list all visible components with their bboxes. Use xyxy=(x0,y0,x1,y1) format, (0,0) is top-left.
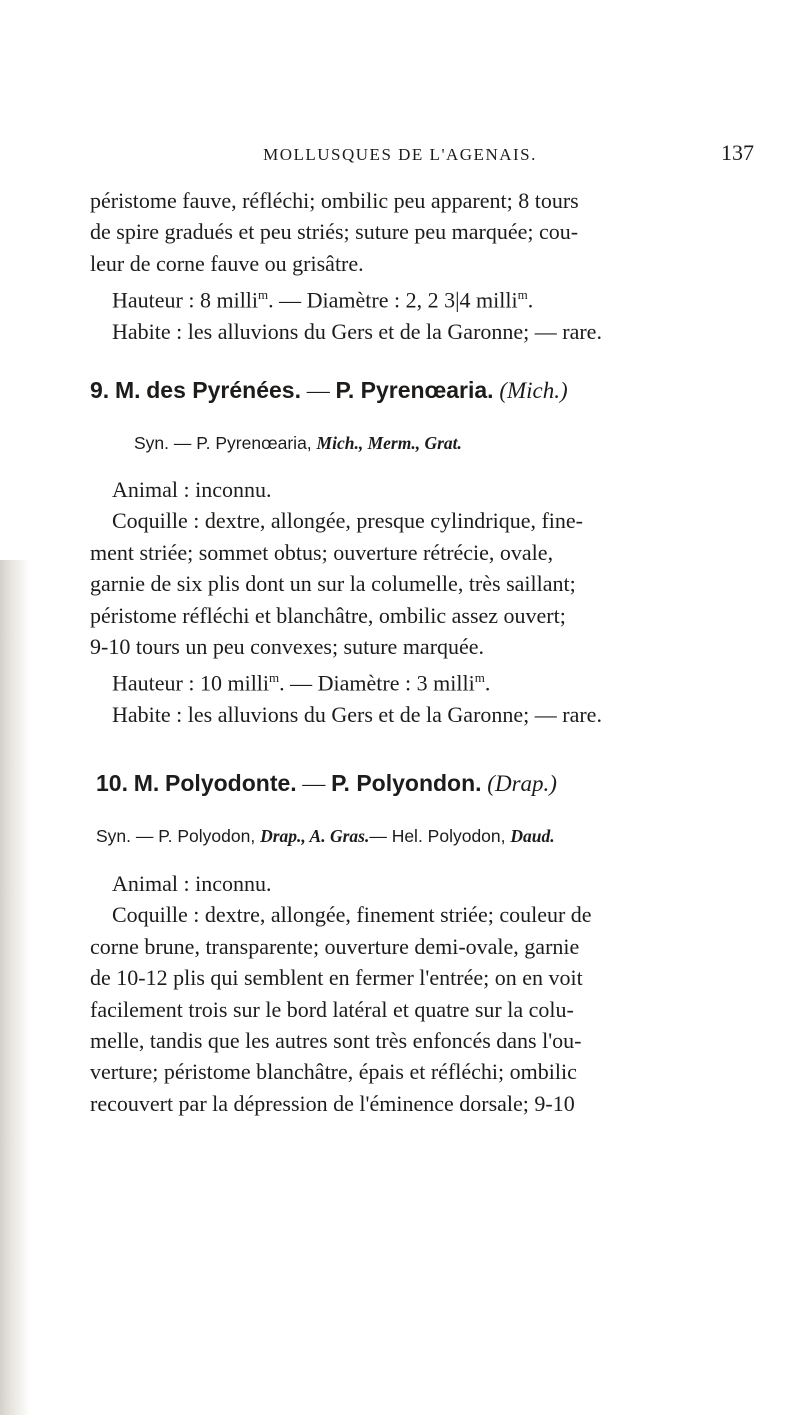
species-heading-9: 9. M. des Pyrénées. — P. Pyrenœaria. (Mich.) xyxy=(90,377,568,403)
animal-line: Animal : inconnu. xyxy=(112,477,272,502)
text-line: péristome réfléchi et blanchâtre, ombilic assez ouvert; xyxy=(90,602,566,628)
running-head xyxy=(0,140,800,170)
page-number: 137 xyxy=(721,140,754,165)
synonymy-9: Syn. — P. Pyrenœaria, Mich., Merm., Grat. xyxy=(134,433,462,453)
continuation-block xyxy=(90,185,770,347)
species-10-description xyxy=(90,868,770,1119)
text-line: ment striée; sommet obtus; ouverture rétrécie, ovale, xyxy=(90,539,554,565)
text-line: de spire gradués et peu striés; suture peu marquée; cou- xyxy=(90,219,579,245)
text-line: recouvert par la dépression de l'éminence dorsale; 9-10 xyxy=(90,1090,575,1116)
text-line: leur de corne fauve ou grisâtre. xyxy=(90,250,364,276)
binding-shadow xyxy=(0,560,30,1415)
species-heading-10: 10. M. Polyodonte. — P. Polyondon. (Drap.) xyxy=(96,770,557,796)
text-line: melle, tandis que les autres sont très enfoncés dans l'ou- xyxy=(90,1028,582,1054)
species-9-description xyxy=(90,474,770,731)
text-line: Coquille : dextre, allongée, presque cylindrique, fine- xyxy=(112,508,584,534)
text-line: verture; péristome blanchâtre, épais et réfléchi; ombilic xyxy=(90,1059,577,1085)
habitat-line: Habite : les alluvions du Gers et de la Garonne; — rare. xyxy=(112,702,602,728)
text-line: 9-10 tours un peu convexes; suture marquée. xyxy=(90,634,485,660)
synonymy-10: Syn. — P. Polyodon, Drap., A. Gras.— Hel. Polyodon, Daud. xyxy=(96,826,555,846)
text-line: corne brune, transparente; ouverture demi-ovale, garnie xyxy=(90,933,580,959)
running-title: MOLLUSQUES DE L'AGENAIS. xyxy=(263,145,537,164)
text-line: Coquille : dextre, allongée, finement striée; couleur de xyxy=(112,902,592,928)
text-line: garnie de six plis dont un sur la columelle, très saillant; xyxy=(90,571,576,597)
animal-line: Animal : inconnu. xyxy=(112,871,272,896)
habitat-line: Habite : les alluvions du Gers et de la Garonne; — rare. xyxy=(112,318,602,344)
size-line: Hauteur : 8 milli$^m$. — Diamètre : 2, 2 3|4 milli$^m$. xyxy=(112,287,534,313)
text-line: facilement trois sur le bord latéral et quatre sur la colu- xyxy=(90,996,574,1022)
size-line: Hauteur : 10 milli$^m$. — Diamètre : 3 milli$^m$. xyxy=(112,670,491,696)
text-line: péristome fauve, réfléchi; ombilic peu apparent; 8 tours xyxy=(90,188,579,213)
text-line: de 10-12 plis qui semblent en fermer l'entrée; on en voit xyxy=(90,965,583,991)
